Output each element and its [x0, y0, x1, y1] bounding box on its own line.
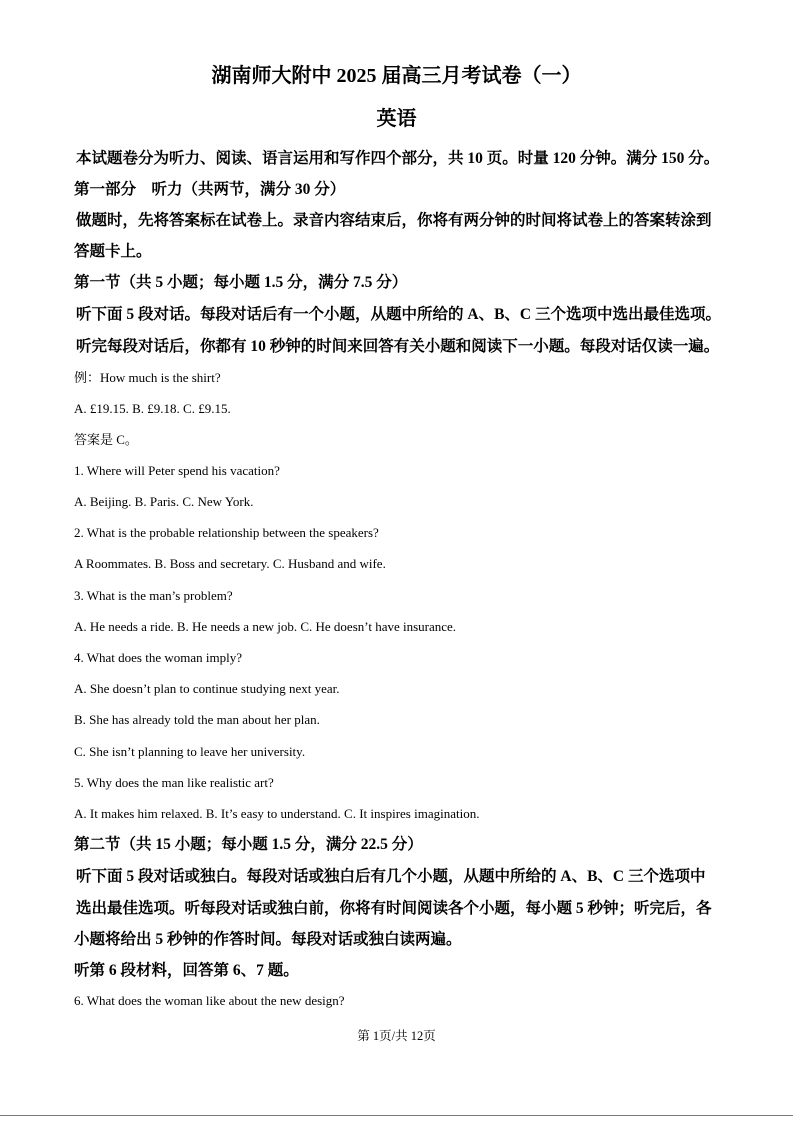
part1-instruction-line-2: 答题卡上。	[74, 243, 152, 260]
example-options: A. £19.15. B. £9.18. C. £9.15.	[74, 401, 231, 416]
example-answer: 答案是 C。	[74, 432, 138, 447]
section2-instruction-line-1: 听下面 5 段对话或独白。每段对话或独白后有几个小题，从题中所给的 A、B、C 三个选项中	[76, 868, 706, 885]
section1-instruction-line-1: 听下面 5 段对话。每段对话后有一个小题，从题中所给的 A、B、C 三个选项中选出最佳选项。	[76, 306, 721, 323]
question-5: 5. Why does the man like realistic art?	[74, 775, 274, 790]
part1-heading: 第一部分 听力（共两节，满分 30 分）	[74, 181, 346, 198]
question-6: 6. What does the woman like about the new design?	[74, 993, 345, 1008]
subject-title: 英语	[376, 108, 417, 130]
question-4-option-c: C. She isn’t planning to leave her university.	[74, 744, 306, 759]
page-bottom-divider	[0, 1115, 793, 1116]
question-1: 1. Where will Peter spend his vacation?	[74, 463, 280, 478]
example-question: 例：How much is the shirt?	[74, 370, 221, 385]
question-3: 3. What is the man’s problem?	[74, 588, 233, 603]
section2-instruction-line-2: 选出最佳选项。听每段对话或独白前，你将有时间阅读各个小题，每小题 5 秒钟；听完后，各	[76, 900, 712, 917]
question-4: 4. What does the woman imply?	[74, 650, 243, 665]
section2-heading: 第二节（共 15 小题；每小题 1.5 分，满分 22.5 分）	[74, 836, 423, 853]
section1-instruction-line-2: 听完每段对话后，你都有 10 秒钟的时间来回答有关小题和阅读下一小题。每段对话仅读一遍。	[76, 338, 720, 355]
section2-instruction-line-3: 小题将给出 5 秒钟的作答时间。每段对话或独白读两遍。	[74, 931, 462, 948]
question-4-option-a: A. She doesn’t plan to continue studying next year.	[74, 681, 340, 696]
question-4-option-b: B. She has already told the man about her plan.	[74, 712, 320, 727]
question-2: 2. What is the probable relationship between the speakers?	[74, 525, 379, 540]
page-number: 第 1页/共 12页	[357, 1029, 436, 1043]
question-5-options: A. It makes him relaxed. B. It’s easy to understand. C. It inspires imagination.	[74, 806, 480, 821]
section1-heading: 第一节（共 5 小题；每小题 1.5 分，满分 7.5 分）	[74, 274, 408, 291]
material-6-heading: 听第 6 段材料，回答第 6、7 题。	[74, 962, 299, 979]
exam-title: 湖南师大附中 2025 届高三月考试卷（一）	[211, 65, 582, 87]
question-2-options: A Roommates. B. Boss and secretary. C. Husband and wife.	[74, 556, 386, 571]
part1-instruction-line-1: 做题时，先将答案标在试卷上。录音内容结束后，你将有两分钟的时间将试卷上的答案转涂到	[76, 212, 712, 229]
question-1-options: A. Beijing. B. Paris. C. New York.	[74, 494, 254, 509]
intro-text: 本试题卷分为听力、阅读、语言运用和写作四个部分，共 10 页。时量 120 分钟。满分 150 分。	[76, 150, 720, 167]
question-3-options: A. He needs a ride. B. He needs a new job. C. He doesn’t have insurance.	[74, 619, 457, 634]
